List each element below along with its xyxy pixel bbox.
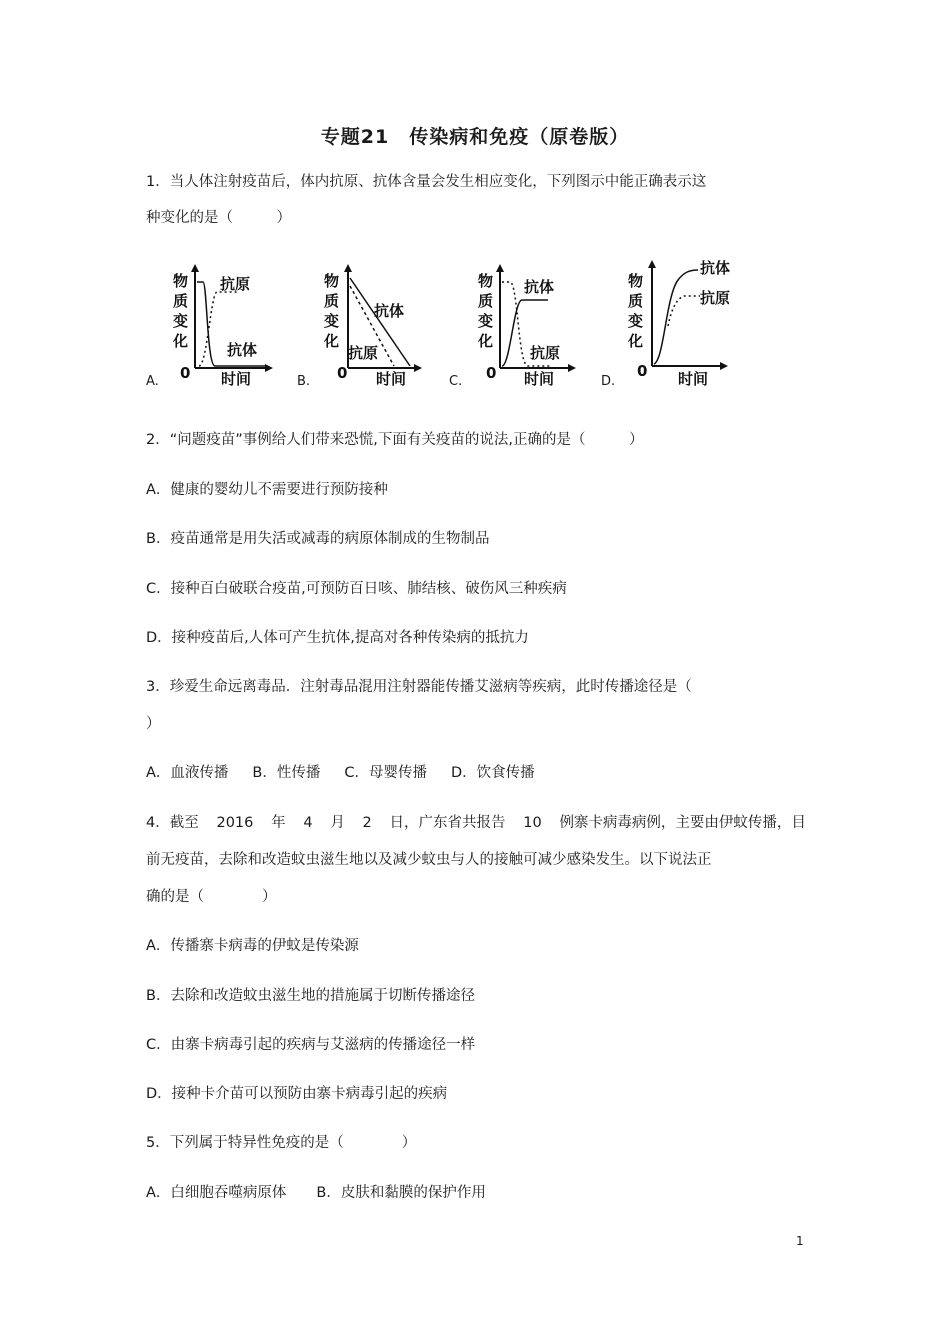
q3-option-d: D．饮食传播 [451, 765, 535, 781]
q3-option-c: C．母婴传播 [344, 765, 427, 781]
graph-a-ylabel-2: 质 [173, 292, 189, 310]
q3-options-row [146, 763, 535, 783]
graph-d-y-arrow [648, 260, 656, 268]
q2-option-a: A．健康的婴幼儿不需要进行预防接种 [146, 482, 388, 498]
graph-d-ylabel-1: 物 [628, 272, 644, 290]
q2-option-d: D．接种疫苗后,人体可产生抗体,提高对各种传染病的抵抗力 [146, 630, 529, 646]
q3-stem-line2: ） [146, 716, 161, 732]
graph-a-ylabel-4: 化 [173, 332, 189, 350]
q1-option-d-letter: D. [601, 374, 616, 389]
graph-c-top-label: 抗体 [524, 278, 555, 296]
graph-b-ylabel-1: 物 [324, 272, 340, 290]
graph-b-ylabel-4: 化 [324, 332, 340, 350]
q2-option-c: C．接种百白破联合疫苗,可预防百日咳、肺结核、破伤风三种疾病 [146, 581, 567, 597]
graph-c-xlabel: 时间 [524, 370, 555, 388]
graph-d-dotted-curve [668, 296, 700, 326]
q4-line1-part: 年 [271, 815, 286, 831]
graph-b-xlabel: 时间 [376, 370, 407, 388]
q4-line1-part: 月 [330, 815, 345, 831]
q2-option-b: B．疫苗通常是用失活或减毒的病原体制成的生物制品 [146, 531, 490, 547]
graph-d-ylabel-4: 化 [628, 332, 644, 350]
q4-line1-part: 4 [303, 815, 313, 831]
graph-c-origin: 0 [486, 364, 497, 382]
graph-c-y-arrow [496, 264, 504, 272]
q1-graph-b [320, 262, 430, 392]
graph-d-xlabel: 时间 [678, 370, 709, 388]
graph-d-bottom-label: 抗原 [700, 289, 731, 307]
q1-graph-a [165, 262, 275, 392]
q1-option-c-letter: C. [449, 374, 463, 389]
graph-b-ylabel-2: 质 [324, 292, 340, 310]
q5-option-a: A．白细胞吞噬病原体 [146, 1185, 287, 1201]
q5-stem: 5．下列属于特异性免疫的是（ ） [146, 1135, 417, 1151]
q1-stem-line1: 1．当人体注射疫苗后，体内抗原、抗体含量会发生相应变化，下列图示中能正确表示这 [146, 174, 707, 190]
q4-option-d: D．接种卡介苗可以预防由寨卡病毒引起的疾病 [146, 1086, 448, 1102]
graph-c-x-arrow [568, 364, 576, 372]
graph-a-origin: 0 [180, 364, 191, 382]
graph-b-bottom-label: 抗原 [348, 344, 379, 362]
q1-option-a-letter: A. [146, 374, 159, 389]
graph-b-x-arrow [414, 364, 422, 372]
graph-d-solid-curve [654, 270, 698, 364]
q4-option-c: C．由寨卡病毒引起的疾病与艾滋病的传播途径一样 [146, 1037, 476, 1053]
graph-b-origin: 0 [337, 364, 348, 382]
q1-stem-line2: 种变化的是（ ） [146, 210, 291, 226]
graph-b-y-arrow [344, 264, 352, 272]
q4-stem-line2: 前无疫苗，去除和改造蚊虫滋生地以及减少蚊虫与人的接触可减少感染发生。以下说法正 [146, 852, 712, 868]
graph-a-y-arrow [191, 264, 199, 272]
q3-stem-line1: 3．珍爱生命远离毒品．注射毒品混用注射器能传播艾滋病等疾病，此时传播途径是（ [146, 679, 692, 695]
q3-option-b: B．性传播 [252, 765, 321, 781]
q4-option-b: B．去除和改造蚊虫滋生地的措施属于切断传播途径 [146, 988, 475, 1004]
graph-a-top-label: 抗原 [220, 275, 251, 293]
graph-b-top-label: 抗体 [374, 302, 405, 320]
graph-d-x-arrow [720, 362, 728, 370]
graph-a-xlabel: 时间 [221, 370, 252, 388]
q4-stem-line3: 确的是（ ） [146, 889, 277, 905]
graph-d-top-label: 抗体 [700, 259, 731, 277]
graph-a-ylabel-3: 变 [173, 312, 189, 330]
graph-c-ylabel-2: 质 [478, 292, 494, 310]
q5-options-row [146, 1183, 486, 1203]
q4-option-a: A．传播寨卡病毒的伊蚊是传染源 [146, 938, 359, 954]
graph-d-origin: 0 [637, 362, 648, 380]
graph-a-bottom-label: 抗体 [227, 341, 258, 359]
graph-c-ylabel-3: 变 [478, 312, 494, 330]
q1-graph-c [474, 262, 584, 392]
q4-line1-part: 10 [523, 815, 542, 831]
q4-line1-part: 例寨卡病毒病例，主要由伊蚊传播，目 [559, 815, 806, 831]
q5-option-b: B．皮肤和黏膜的保护作用 [316, 1185, 486, 1201]
graph-c-ylabel-4: 化 [478, 332, 494, 350]
q4-line1-part: 4．截至 [146, 815, 199, 831]
page-title: 专题21 传染病和免疫（原卷版） [320, 126, 630, 148]
graph-c-bottom-label: 抗原 [530, 344, 561, 362]
graph-a-x-arrow [265, 364, 273, 372]
q3-option-a: A．血液传播 [146, 765, 229, 781]
q4-stem-line1 [146, 813, 806, 833]
graph-a-ylabel-1: 物 [173, 272, 189, 290]
q4-line1-part: 日，广东省共报告 [389, 815, 506, 831]
graph-b-ylabel-3: 变 [324, 312, 340, 330]
q4-line1-part: 2 [362, 815, 372, 831]
graph-d-ylabel-3: 变 [628, 312, 644, 330]
graph-d-ylabel-2: 质 [628, 292, 644, 310]
graph-c-ylabel-1: 物 [478, 272, 494, 290]
q1-graph-d [624, 256, 748, 392]
q2-stem: 2．“问题疫苗”事例给人们带来恐慌,下面有关疫苗的说法,正确的是（ ） [146, 432, 644, 448]
q1-option-b-letter: B. [297, 374, 311, 389]
page-number: 1 [796, 1234, 804, 1248]
q4-line1-part: 2016 [216, 815, 254, 831]
